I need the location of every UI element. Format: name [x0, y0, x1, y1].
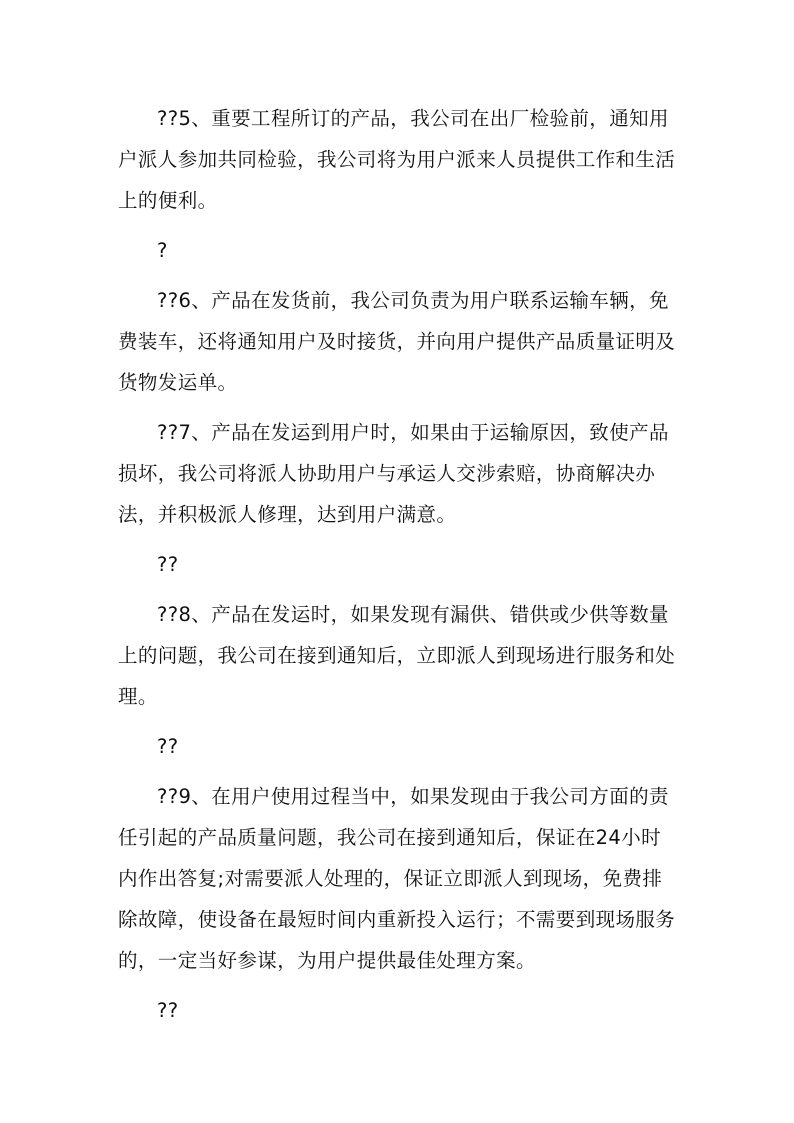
paragraph-spacer — [118, 403, 680, 412]
placeholder-marker: ?? — [157, 553, 179, 576]
document-body — [118, 98, 680, 1031]
paragraph-item-8: ??8、产品在发运时，如果发现有漏供、错供或少供等数量上的问题，我公司在接到通知后，立即派人到现场进行服务和处理。 — [118, 603, 676, 708]
placeholder-marker: ?? — [157, 999, 179, 1022]
paragraph-item-9: ??9、在用户使用过程当中，如果发现由于我公司方面的责任引起的产品质量问题，我公司在接到通知后，保证在24小时内作出答复;对需要派人处理的，保证立即派人到现场，免费排除故障，使设备在最短时间内重新投入运行；不需要到现场服务的，一定当好参谋，为用户提供最佳处理方案。 — [118, 785, 676, 972]
paragraph-spacer — [118, 271, 680, 280]
paragraph-spacer — [118, 717, 680, 726]
paragraph-spacer — [118, 585, 680, 594]
placeholder-marker: ?? — [157, 735, 179, 758]
paragraph-spacer — [118, 767, 680, 776]
paragraph-spacer — [118, 981, 680, 990]
paragraph-item-7: ??7、产品在发运到用户时，如果由于运输原因，致使产品损坏，我公司将派人协助用户与承运人交涉索赔，协商解决办法，并积极派人修理，达到用户满意。 — [118, 421, 669, 526]
placeholder-marker: ? — [157, 239, 168, 262]
paragraph-spacer — [118, 221, 680, 230]
paragraph-spacer — [118, 535, 680, 544]
paragraph-item-5: ??5、重要工程所订的产品，我公司在出厂检验前，通知用户派人参加共同检验，我公司将为用户派来人员提供工作和生活上的便利。 — [118, 107, 676, 212]
paragraph-item-6: ??6、产品在发货前，我公司负责为用户联系运输车辆，免费装车，还将通知用户及时接货，并向用户提供产品质量证明及货物发运单。 — [118, 289, 676, 394]
